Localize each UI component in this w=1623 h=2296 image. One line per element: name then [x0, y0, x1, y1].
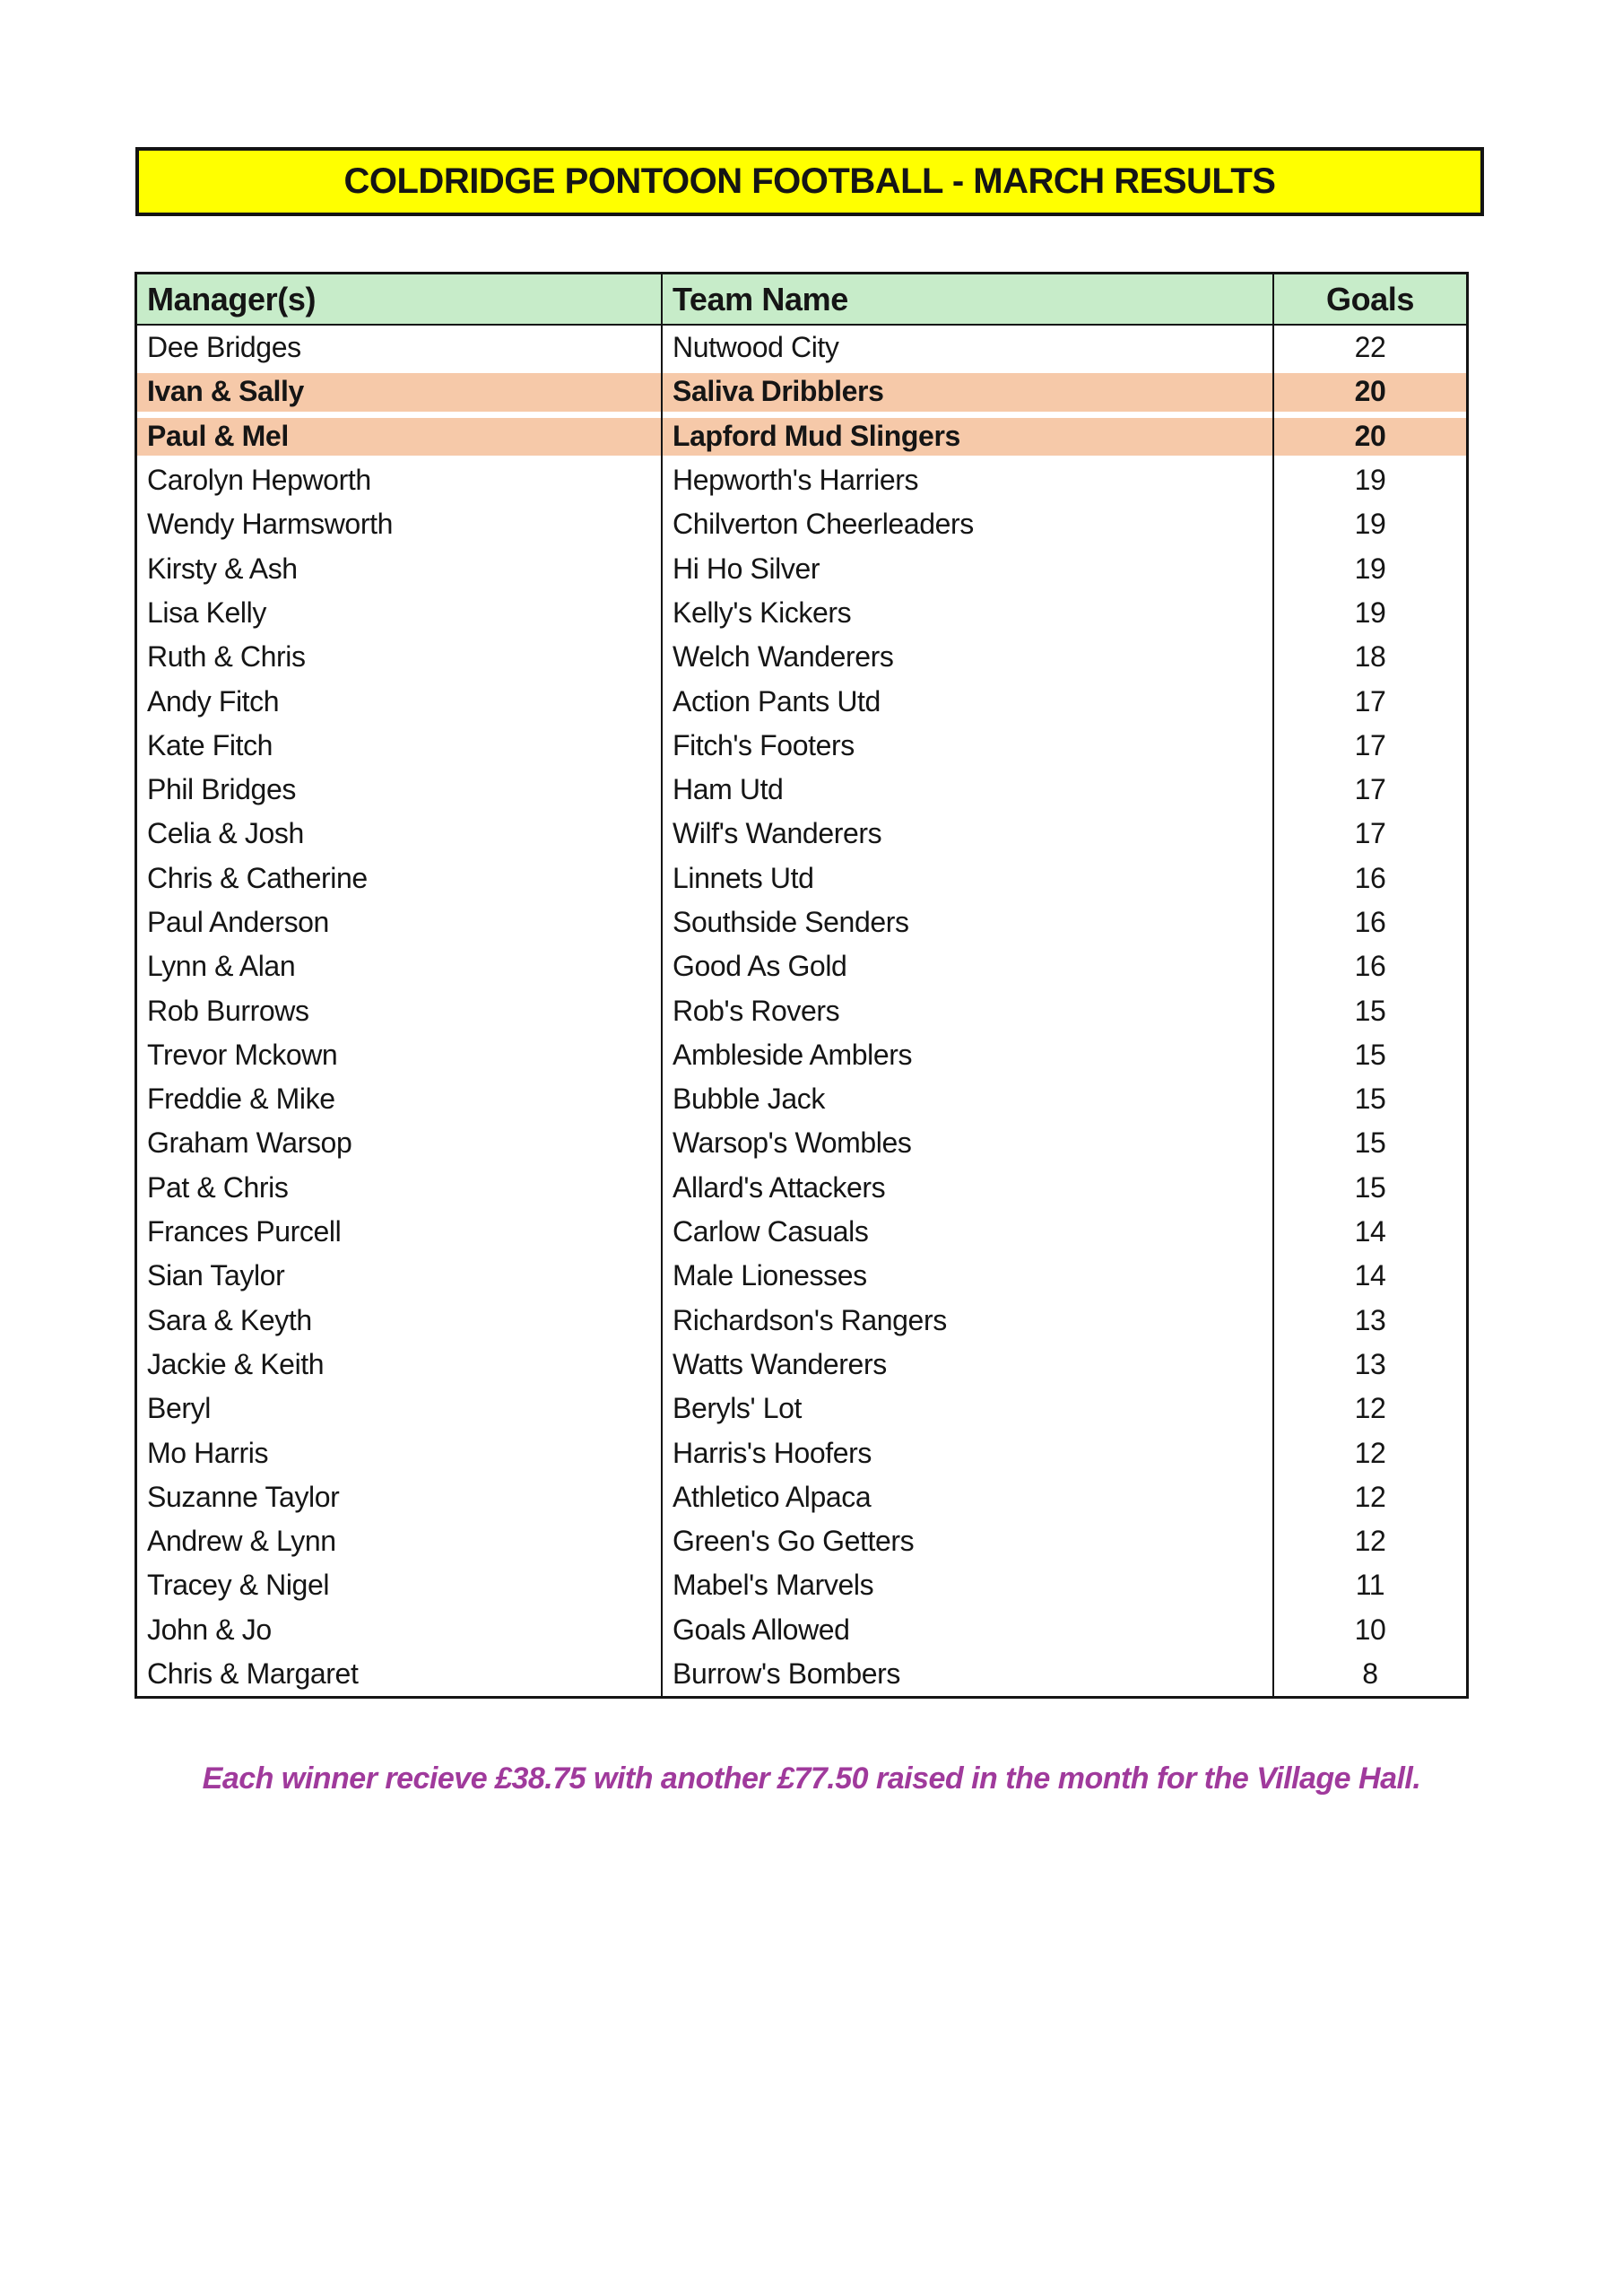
goals-cell: 17	[1272, 812, 1466, 856]
table-row	[137, 1519, 1466, 1563]
manager-cell: Paul & Mel	[147, 419, 289, 452]
manager-cell: Dee Bridges	[147, 331, 301, 364]
goals-cell: 19	[1272, 546, 1466, 590]
table-row	[137, 370, 1466, 413]
table-row	[137, 1343, 1466, 1387]
goals-cell: 18	[1272, 635, 1466, 679]
table-row	[137, 635, 1466, 679]
manager-cell: Freddie & Mike	[147, 1083, 335, 1116]
team-name-cell: Saliva Dribblers	[661, 370, 1272, 413]
table-body	[137, 326, 1466, 1696]
results-table	[135, 272, 1469, 1699]
table-row	[137, 857, 1466, 900]
goals-cell: 13	[1272, 1343, 1466, 1387]
manager-cell: Jackie & Keith	[147, 1347, 325, 1380]
table-row	[137, 1387, 1466, 1431]
table-row	[137, 1475, 1466, 1519]
manager-cell: Tracey & Nigel	[147, 1569, 330, 1602]
manager-cell: Lynn & Alan	[147, 950, 296, 983]
manager-cell: Pat & Chris	[147, 1170, 289, 1204]
goals-cell: 19	[1272, 591, 1466, 635]
table-row	[137, 1431, 1466, 1474]
team-name-cell: Lapford Mud Slingers	[661, 414, 1272, 458]
team-name-cell: Kelly's Kickers	[661, 591, 1272, 635]
team-name-cell: Green's Go Getters	[661, 1519, 1272, 1563]
team-name-cell: Chilverton Cheerleaders	[661, 502, 1272, 546]
table-row	[137, 1077, 1466, 1121]
manager-cell: Andy Fitch	[147, 684, 280, 718]
manager-cell: John & Jo	[147, 1613, 272, 1646]
team-name-cell: Ham Utd	[661, 768, 1272, 812]
goals-cell: 11	[1272, 1563, 1466, 1607]
manager-cell: Celia & Josh	[147, 817, 304, 850]
manager-cell: Rob Burrows	[147, 994, 309, 1027]
manager-cell: Frances Purcell	[147, 1215, 342, 1248]
table-row	[137, 1166, 1466, 1210]
manager-cell: Mo Harris	[147, 1436, 269, 1469]
team-name-cell: Watts Wanderers	[661, 1343, 1272, 1387]
team-name-cell: Athletico Alpaca	[661, 1475, 1272, 1519]
team-name-cell: Hi Ho Silver	[661, 546, 1272, 590]
table-row	[137, 1033, 1466, 1077]
goals-cell: 20	[1272, 414, 1466, 458]
team-name-cell: Goals Allowed	[661, 1608, 1272, 1652]
team-name-cell: Beryls' Lot	[661, 1387, 1272, 1431]
table-row	[137, 724, 1466, 768]
table-row	[137, 1210, 1466, 1254]
team-name-cell: Harris's Hoofers	[661, 1431, 1272, 1474]
manager-cell: Beryl	[147, 1392, 211, 1425]
manager-cell: Paul Anderson	[147, 906, 329, 938]
manager-cell: Chris & Catherine	[147, 861, 368, 894]
goals-cell: 17	[1272, 724, 1466, 768]
winners-note: Each winner recieve £38.75 with another £77.50 raised in the month for the Village Hall.	[202, 1761, 1421, 1796]
manager-cell: Phil Bridges	[147, 773, 296, 806]
manager-cell: Kirsty & Ash	[147, 552, 298, 585]
goals-cell: 16	[1272, 944, 1466, 988]
goals-cell: 15	[1272, 1077, 1466, 1121]
table-row	[137, 1254, 1466, 1298]
manager-cell: Trevor Mckown	[147, 1038, 338, 1071]
team-name-cell: Hepworth's Harriers	[661, 458, 1272, 502]
goals-cell: 14	[1272, 1254, 1466, 1298]
table-row	[137, 458, 1466, 502]
team-name-cell: Burrow's Bombers	[661, 1652, 1272, 1696]
table-row	[137, 414, 1466, 458]
table-row	[137, 326, 1466, 370]
table-row	[137, 1299, 1466, 1343]
team-name-cell: Welch Wanderers	[661, 635, 1272, 679]
manager-cell: Ivan & Sally	[147, 375, 304, 408]
goals-cell: 17	[1272, 679, 1466, 723]
goals-cell: 12	[1272, 1475, 1466, 1519]
manager-cell: Carolyn Hepworth	[147, 464, 371, 497]
manager-cell: Kate Fitch	[147, 728, 273, 761]
team-name-cell: Fitch's Footers	[661, 724, 1272, 768]
table-row	[137, 1608, 1466, 1652]
goals-cell: 16	[1272, 857, 1466, 900]
team-name-cell: Rob's Rovers	[661, 988, 1272, 1032]
table-row	[137, 679, 1466, 723]
goals-cell: 15	[1272, 1033, 1466, 1077]
table-row	[137, 591, 1466, 635]
team-name-cell: Richardson's Rangers	[661, 1299, 1272, 1343]
table-row	[137, 546, 1466, 590]
manager-cell: Suzanne Taylor	[147, 1480, 340, 1513]
team-name-cell: Southside Senders	[661, 900, 1272, 944]
manager-cell: Chris & Margaret	[147, 1657, 359, 1691]
manager-cell: Ruth & Chris	[147, 640, 306, 674]
team-name-cell: Linnets Utd	[661, 857, 1272, 900]
goals-cell: 13	[1272, 1299, 1466, 1343]
table-row	[137, 502, 1466, 546]
column-header-team-name: Team Name	[661, 274, 1272, 324]
team-name-cell: Warsop's Wombles	[661, 1121, 1272, 1165]
team-name-cell: Allard's Attackers	[661, 1166, 1272, 1210]
team-name-cell: Action Pants Utd	[661, 679, 1272, 723]
team-name-cell: Wilf's Wanderers	[661, 812, 1272, 856]
goals-cell: 12	[1272, 1519, 1466, 1563]
team-name-cell: Good As Gold	[661, 944, 1272, 988]
table-row	[137, 988, 1466, 1032]
goals-cell: 15	[1272, 1166, 1466, 1210]
table-row	[137, 1563, 1466, 1607]
table-row	[137, 768, 1466, 812]
team-name-cell: Mabel's Marvels	[661, 1563, 1272, 1607]
goals-cell: 16	[1272, 900, 1466, 944]
column-header-goals: Goals	[1272, 274, 1466, 324]
team-name-cell: Nutwood City	[661, 326, 1272, 370]
goals-cell: 12	[1272, 1387, 1466, 1431]
table-row	[137, 900, 1466, 944]
team-name-cell: Ambleside Amblers	[661, 1033, 1272, 1077]
team-name-cell: Male Lionesses	[661, 1254, 1272, 1298]
manager-cell: Lisa Kelly	[147, 596, 266, 629]
goals-cell: 22	[1272, 326, 1466, 370]
goals-cell: 10	[1272, 1608, 1466, 1652]
table-row	[137, 1121, 1466, 1165]
goals-cell: 8	[1272, 1652, 1466, 1696]
title-banner	[135, 147, 1484, 216]
goals-cell: 15	[1272, 988, 1466, 1032]
goals-cell: 19	[1272, 502, 1466, 546]
team-name-cell: Bubble Jack	[661, 1077, 1272, 1121]
manager-cell: Andrew & Lynn	[147, 1525, 336, 1558]
goals-cell: 19	[1272, 458, 1466, 502]
goals-cell: 17	[1272, 768, 1466, 812]
manager-cell: Sian Taylor	[147, 1259, 285, 1292]
table-row	[137, 812, 1466, 856]
manager-cell: Sara & Keyth	[147, 1303, 312, 1336]
goals-cell: 14	[1272, 1210, 1466, 1254]
table-header-row	[137, 274, 1466, 326]
goals-cell: 12	[1272, 1431, 1466, 1474]
table-row	[137, 944, 1466, 988]
goals-cell: 20	[1272, 370, 1466, 413]
column-header-managers: Manager(s)	[147, 280, 317, 317]
team-name-cell: Carlow Casuals	[661, 1210, 1272, 1254]
goals-cell: 15	[1272, 1121, 1466, 1165]
table-row	[137, 1652, 1466, 1696]
manager-cell: Wendy Harmsworth	[147, 508, 393, 541]
page-title: COLDRIDGE PONTOON FOOTBALL - MARCH RESULTS	[343, 161, 1276, 201]
manager-cell: Graham Warsop	[147, 1126, 352, 1160]
